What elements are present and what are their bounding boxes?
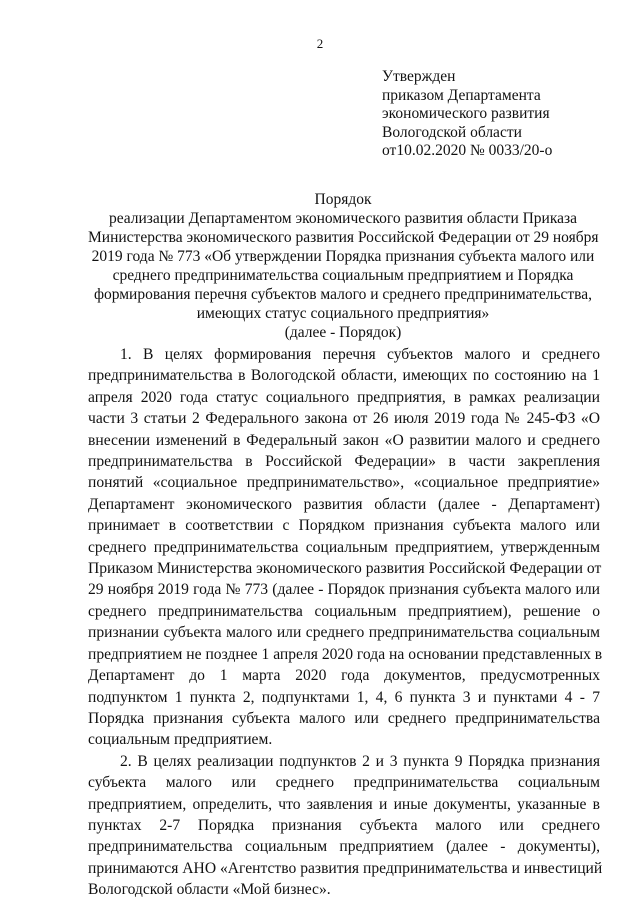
- paragraph-1: [88, 344, 603, 751]
- approval-stamp: [382, 68, 632, 161]
- approval-line: экономического развития: [382, 105, 550, 123]
- paragraph-line: среднего предпринимательства социальным предприятием, утвержденным: [88, 538, 600, 556]
- paragraph-line: части 3 статьи 2 Федерального закона от 26 июля 2019 года № 245-ФЗ «О: [88, 410, 600, 428]
- paragraph-line: понятий «социальное предпринимательство», «социальное предприятие»: [88, 474, 600, 492]
- approval-line: от10.02.2020 № 0033/20-о: [382, 142, 553, 160]
- title-line: (далее - Порядок): [284, 324, 402, 341]
- title-line: 2019 года № 773 «Об утверждении Порядка признания субъекта малого или: [91, 248, 595, 265]
- paragraph-2: [88, 751, 603, 901]
- paragraph-line: Вологодской области «Мой бизнес».: [88, 881, 331, 899]
- paragraph-line: Порядка признания субъекта малого или среднего предпринимательства: [88, 709, 600, 727]
- paragraph-line: среднего предпринимательства социальным предприятием), решение о: [88, 602, 600, 620]
- paragraph-line: предприятием не позднее 1 апреля 2020 года на основании представленных в: [88, 645, 603, 663]
- document-title: [88, 190, 598, 342]
- paragraph-line: подпунктом 1 пункта 2, подпунктами 1, 4, 6 пункта 3 и пунктами 4 - 7: [88, 688, 600, 706]
- paragraph-line: 29 ноября 2019 года № 773 (далее - Порядок признания субъекта малого или: [88, 581, 600, 599]
- paragraph-line: принимаются АНО «Агентство развития предпринимательства и инвестиций: [88, 859, 603, 877]
- paragraph-line: субъекта малого или среднего предпринимательства социальным: [88, 774, 600, 792]
- document-body: [88, 344, 603, 901]
- paragraph-line: пунктах 2-7 Порядка признания субъекта малого или среднего: [88, 816, 600, 834]
- paragraph-line: внесении изменений в Федеральный закон «О развитии малого и среднего: [88, 431, 600, 449]
- title-line: формирования перечня субъектов малого и среднего предпринимательства,: [93, 286, 593, 303]
- paragraph-line: социальным предприятием.: [88, 731, 273, 749]
- paragraph-line: предпринимательства социальным предприятием (далее - документы),: [88, 838, 600, 856]
- paragraph-line: Департамент до 1 марта 2020 года документов, предусмотренных: [88, 667, 600, 685]
- paragraph-line: предприятием, определить, что заявления и иные документы, указанные в: [88, 795, 600, 813]
- title-line: реализации Департаментом экономического развития области Приказа: [108, 210, 578, 227]
- paragraph-line: принимает в соответствии с Порядком признания субъекта малого или: [88, 517, 600, 535]
- paragraph-line: 1. В целях формирования перечня субъектов малого и среднего: [120, 346, 600, 363]
- title-line: Министерства экономического развития Российской Федерации от 29 ноября: [88, 229, 599, 246]
- title-line: имеющих статус социального предприятия»: [196, 305, 490, 322]
- paragraph-line: апреля 2020 года статус социального предприятия, в рамках реализации: [88, 388, 600, 406]
- approval-line: Вологодской области: [382, 123, 522, 141]
- title-line: среднего предпринимательства социальным предприятием и Порядка: [112, 267, 574, 284]
- paragraph-line: Приказом Министерства экономического развития Российской Федерации от: [88, 560, 602, 578]
- paragraph-line: признании субъекта малого или среднего предпринимательства социальным: [88, 624, 600, 642]
- approval-line: приказом Департамента: [382, 86, 541, 104]
- paragraph-line: Департамент экономического развития области (далее - Департамент): [88, 495, 600, 513]
- title-heading: Порядок: [314, 191, 372, 208]
- paragraph-line: предпринимательства в Российской Федерации» в части закрепления: [88, 453, 600, 471]
- page-number: 2: [316, 36, 324, 51]
- paragraph-line: предпринимательства в Вологодской области, имеющих по состоянию на 1: [88, 367, 600, 385]
- paragraph-line: 2. В целях реализации подпунктов 2 и 3 пункта 9 Порядка признания: [120, 752, 600, 770]
- approval-line: Утвержден: [382, 68, 456, 85]
